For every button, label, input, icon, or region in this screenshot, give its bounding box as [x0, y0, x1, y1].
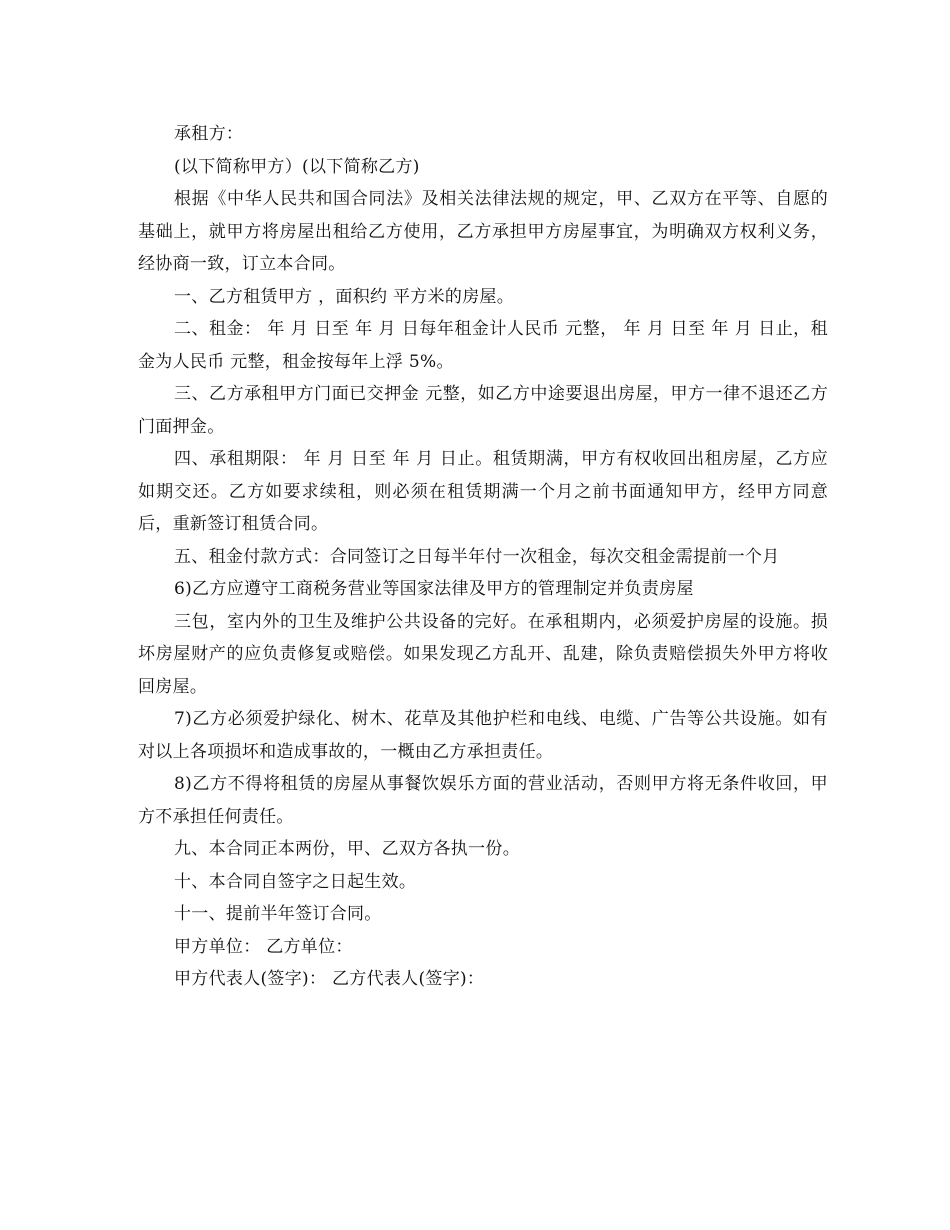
preamble-paragraph: 根据《中华人民共和国合同法》及相关法律法规的规定，甲、乙双方在平等、自愿的基础上，就甲方将房屋出租给乙方使用，乙方承担甲方房屋事宜，为明确双方权利义务，经协商一致，订立本合同。	[138, 189, 828, 274]
party-units-line: 甲方单位： 乙方单位：	[174, 936, 353, 957]
signature-line: 甲方代表人(签字)： 乙方代表人(签字)：	[174, 969, 485, 989]
clause-5-payment-method: 五、租金付款方式：合同签订之日每半年付一次租金，每次交租金需提前一个月	[174, 546, 780, 567]
clause-1-premises: 一、乙方租赁甲方 ，面积约 平方米的房屋。	[174, 286, 515, 307]
clause-7-public-facilities: 7)乙方必须爱护绿化、树木、花草及其他护栏和电线、电缆、广告等公共设施。如有对以上各项损坏和造成事故的，一概由乙方承担责任。	[138, 709, 828, 762]
contract-body	[138, 118, 828, 996]
party-abbreviation-line: (以下简称甲方）(以下简称乙方)	[174, 156, 420, 177]
clause-8-business-restriction: 8)乙方不得将租赁的房屋从事餐饮娱乐方面的营业活动，否则甲方将无条件收回，甲方不承担任何责任。	[138, 774, 828, 827]
lessee-line: 承租方：	[174, 124, 244, 144]
clause-6-maintenance: 三包，室内外的卫生及维护公共设备的完好。在承租期内，必须爱护房屋的设施。损坏房屋财产的应负责修复或赔偿。如果发现乙方乱开、乱建，除负责赔偿损失外甲方将收回房屋。	[138, 611, 828, 697]
clause-10-effective: 十、本合同自签字之日起生效。	[174, 871, 417, 892]
clause-3-deposit: 三、乙方承租甲方门面已交押金 元整，如乙方中途要退出房屋，甲方一律不退还乙方门面押金。	[138, 384, 828, 437]
clause-11-renewal: 十一、提前半年签订合同。	[174, 904, 382, 924]
clause-4-lease-term: 四、承租期限： 年 月 日至 年 月 日止。租赁期满，甲方有权收回出租房屋，乙方应如期交还。乙方如要求续租，则必须在租赁期满一个月之前书面通知甲方，经甲方同意后，重新签订租赁合同。	[138, 449, 828, 534]
clause-2-rent: 二、租金： 年 月 日至 年 月 日每年租金计人民币 元整， 年 月 日至 年 月 日止，租金为人民币 元整，租金按每年上浮 5%。	[138, 319, 828, 372]
clause-6-compliance: 6)乙方应遵守工商税务营业等国家法律及甲方的管理制定并负责房屋	[174, 579, 694, 599]
clause-9-copies: 九、本合同正本两份，甲、乙双方各执一份。	[174, 839, 520, 859]
